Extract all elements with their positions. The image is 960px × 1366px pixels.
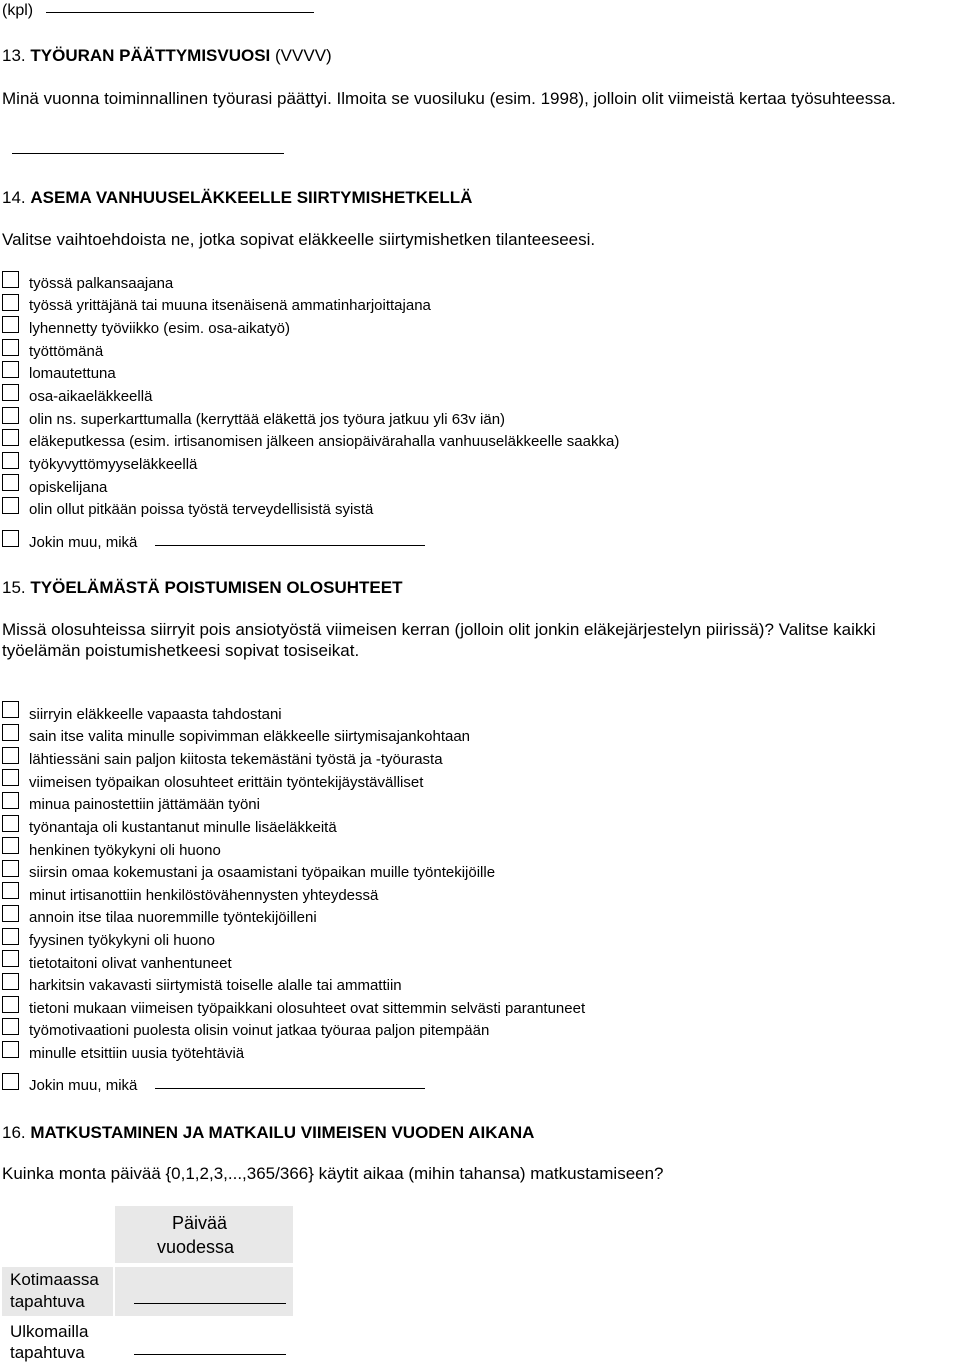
q14-checkbox[interactable] [2, 384, 19, 401]
table-row-domestic-line1: Kotimaassa [10, 1270, 99, 1289]
q14-option-label: osa-aikaeläkkeellä [29, 388, 153, 405]
table-row-abroad-line2: tapahtuva [10, 1343, 85, 1362]
q15-checkbox[interactable] [2, 950, 19, 967]
q15-other-answer-line[interactable] [155, 1088, 425, 1089]
abroad-days-answer-line[interactable] [134, 1354, 286, 1355]
q14-option-label: työkyvyttömyyseläkkeellä [29, 456, 198, 473]
q15-text-line2: työelämän poistumishetkeesi sopivat tosiseikat. [2, 641, 360, 660]
table-header-line1: Päivää [172, 1213, 228, 1233]
q15-option-label: minua painostettiin jättämään työni [29, 796, 260, 813]
table-header-line2: vuodessa [157, 1237, 235, 1257]
q15-other-checkbox[interactable] [2, 1073, 19, 1090]
q13-text: Minä vuonna toiminnallinen työurasi päättyi. Ilmoita se vuosiluku (esim. 1998), jolloin olit viimeistä kertaa työsuhteessa. [2, 89, 896, 108]
q14-checkbox[interactable] [2, 474, 19, 491]
q15-option-label: työnantaja oli kustantanut minulle lisäeläkkeitä [29, 819, 337, 836]
q13-title: TYÖURAN PÄÄTTYMISVUOSI [30, 46, 271, 65]
q13-heading [2, 46, 332, 66]
q14-option-label: olin ns. superkarttumalla (kerryttää eläkettä jos työura jatkuu yli 63v iän) [29, 411, 506, 428]
q15-checkbox[interactable] [2, 815, 19, 832]
q13-answer-line[interactable] [12, 153, 284, 154]
q15-checkbox[interactable] [2, 769, 19, 786]
q14-checkbox[interactable] [2, 316, 19, 333]
q14-checkbox[interactable] [2, 429, 19, 446]
q16-text: Kuinka monta päivää {0,1,2,3,...,365/366} käytit aikaa (mihin tahansa) matkustamiseen? [2, 1164, 664, 1183]
q14-checkbox[interactable] [2, 497, 19, 514]
q15-checkbox[interactable] [2, 1018, 19, 1035]
q15-option-label: tietoni mukaan viimeisen työpaikkani olosuhteet ovat sittemmin selvästi parantuneet [29, 1000, 586, 1017]
q14-other-label: Jokin muu, mikä [29, 534, 138, 551]
q14-checkbox[interactable] [2, 294, 19, 311]
q15-option-label: henkinen työkykyni oli huono [29, 842, 221, 859]
q16-number: 16. [2, 1123, 26, 1142]
q15-checkbox[interactable] [2, 996, 19, 1013]
table-row-value-cell [115, 1267, 293, 1316]
q15-checkbox[interactable] [2, 928, 19, 945]
q15-checkbox[interactable] [2, 905, 19, 922]
q15-option-label: siirsin omaa kokemustani ja osaamistani työpaikan muille työntekijöille [29, 864, 496, 881]
q14-heading [2, 188, 472, 208]
q14-checkbox[interactable] [2, 271, 19, 288]
q15-checkbox[interactable] [2, 860, 19, 877]
q15-option-label: tietotaitoni olivat vanhentuneet [29, 955, 232, 972]
q13-suffix: (VVVV) [275, 46, 332, 65]
q14-option-label: lomautettuna [29, 365, 116, 382]
table-row-domestic-line2: tapahtuva [10, 1292, 85, 1311]
q15-title: TYÖELÄMÄSTÄ POISTUMISEN OLOSUHTEET [30, 578, 403, 597]
q14-text: Valitse vaihtoehdoista ne, jotka sopivat eläkkeelle siirtymishetken tilanteeseesi. [2, 230, 596, 249]
q15-option-label: fyysinen työkykyni oli huono [29, 932, 215, 949]
q14-checkbox[interactable] [2, 407, 19, 424]
q15-other-label: Jokin muu, mikä [29, 1077, 138, 1094]
q14-option-label: eläkeputkessa (esim. irtisanomisen jälkeen ansiopäivärahalla vanhuuseläkkeelle saakka) [29, 433, 620, 450]
q15-option-label: työmotivaationi puolesta olisin voinut jatkaa työuraa paljon pitempään [29, 1022, 490, 1039]
q13-number: 13. [2, 46, 26, 65]
q15-checkbox[interactable] [2, 882, 19, 899]
q16-heading [2, 1123, 534, 1143]
q14-option-label: olin ollut pitkään poissa työstä terveydellisistä syistä [29, 501, 374, 518]
q15-option-label: annoin itse tilaa nuoremmille työntekijöilleni [29, 909, 317, 926]
q15-heading [2, 578, 403, 598]
q15-checkbox[interactable] [2, 837, 19, 854]
q15-checkbox[interactable] [2, 792, 19, 809]
q15-checkbox[interactable] [2, 747, 19, 764]
q15-option-label: harkitsin vakavasti siirtymistä toiselle alalle tai ammattiin [29, 977, 402, 994]
q15-checkbox[interactable] [2, 701, 19, 718]
kpl-answer-line[interactable] [46, 12, 314, 13]
kpl-label: (kpl) [2, 2, 34, 19]
q15-option-label: sain itse valita minulle sopivimman eläkkeelle siirtymisajankohtaan [29, 728, 471, 745]
q15-option-label: minulle etsittiin uusia työtehtäviä [29, 1045, 245, 1062]
table-row-abroad-line1: Ulkomailla [10, 1322, 89, 1341]
q16-title: MATKUSTAMINEN JA MATKAILU VIIMEISEN VUODEN AIKANA [30, 1123, 535, 1142]
q15-text-line1: Missä olosuhteissa siirryit pois ansiotyöstä viimeisen kerran (jolloin olit jonkin eläkejärjestelyn piirissä)? Valitse kaikki [2, 620, 876, 639]
q15-checkbox[interactable] [2, 973, 19, 990]
q14-checkbox[interactable] [2, 452, 19, 469]
q15-checkbox[interactable] [2, 1041, 19, 1058]
q14-checkbox[interactable] [2, 361, 19, 378]
q14-number: 14. [2, 188, 26, 207]
q14-option-label: opiskelijana [29, 479, 108, 496]
q14-other-answer-line[interactable] [155, 545, 425, 546]
q15-option-label: viimeisen työpaikan olosuhteet erittäin työntekijäystävälliset [29, 774, 424, 791]
q15-option-label: lähtiessäni sain paljon kiitosta tekemästäni työstä ja -työurasta [29, 751, 443, 768]
q14-option-label: työttömänä [29, 343, 104, 360]
q14-other-checkbox[interactable] [2, 530, 19, 547]
q14-option-label: lyhennetty työviikko (esim. osa-aikatyö) [29, 320, 290, 337]
q14-title: ASEMA VANHUUSELÄKKEELLE SIIRTYMISHETKELLÄ [30, 188, 473, 207]
domestic-days-answer-line[interactable] [134, 1303, 286, 1304]
q15-checkbox[interactable] [2, 724, 19, 741]
q14-option-label: työssä palkansaajana [29, 275, 174, 292]
q15-option-label: siirryin eläkkeelle vapaasta tahdostani [29, 706, 282, 723]
q14-checkbox[interactable] [2, 339, 19, 356]
q14-option-label: työssä yrittäjänä tai muuna itsenäisenä ammatinharjoittajana [29, 297, 431, 314]
q15-number: 15. [2, 578, 26, 597]
q15-option-label: minut irtisanottiin henkilöstövähennysten yhteydessä [29, 887, 379, 904]
